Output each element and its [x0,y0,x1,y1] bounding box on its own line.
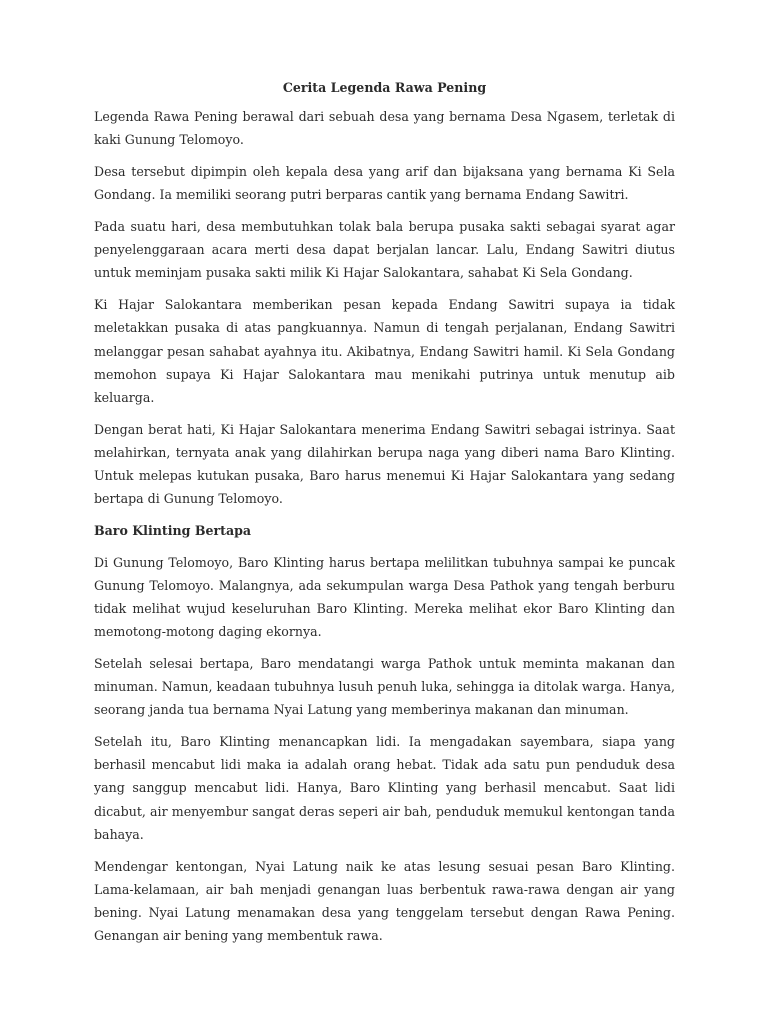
paragraph: Setelah itu, Baro Klinting menancapkan lidi. Ia mengadakan sayembara, siapa yang berhasil mencabut lidi maka ia adalah orang hebat. Tidak ada satu pun penduduk desa yang sanggup mencabut lidi. Hanya, Baro Klinting yang berhasil mencabut. Saat lidi dicabut, air menyembur sangat deras seperi air bah, penduduk memukul kentongan tanda bahaya. [94,734,675,842]
document-title: Cerita Legenda Rawa Pening [282,80,487,95]
paragraph: Desa tersebut dipimpin oleh kepala desa yang arif dan bijaksana yang bernama Ki Sela Gondang. Ia memiliki seorang putri berparas cantik yang bernama Endang Sawitri. [94,164,675,203]
paragraph: Ki Hajar Salokantara memberikan pesan kepada Endang Sawitri supaya ia tidak meletakkan pusaka di atas pangkuannya. Namun di tengah perjalanan, Endang Sawitri melanggar pesan sahabat ayahnya itu. Akibatnya, Endang Sawitri hamil. Ki Sela Gondang memohon supaya Ki Hajar Salokantara mau menikahi putrinya untuk menutup aib keluarga. [94,297,675,405]
paragraph: Setelah selesai bertapa, Baro mendatangi warga Pathok untuk meminta makanan dan minuman. Namun, keadaan tubuhnya lusuh penuh luka, sehingga ia ditolak warga. Hanya, seorang janda tua bernama Nyai Latung yang memberinya makanan dan minuman. [94,655,675,718]
paragraph: Dengan berat hati, Ki Hajar Salokantara menerima Endang Sawitri sebagai istrinya. Saat melahirkan, ternyata anak yang dilahirkan berupa naga yang diberi nama Baro Klinting. Untuk melepas kutukan pusaka, Baro harus menemui Ki Hajar Salokantara yang sedang bertapa di Gunung Telomoyo. [94,421,675,507]
paragraph: Legenda Rawa Pening berawal dari sebuah desa yang bernama Desa Ngasem, terletak di kaki Gunung Telomoyo. [94,109,675,148]
paragraph: Mendengar kentongan, Nyai Latung naik ke atas lesung sesuai pesan Baro Klinting. Lama-kelamaan, air bah menjadi genangan luas berbentuk rawa-rawa dengan air yang bening. Nyai Latung menamakan desa yang tenggelam tersebut dengan Rawa Pening. Genangan air bening yang membentuk rawa. [94,858,675,944]
paragraph: Di Gunung Telomoyo, Baro Klinting harus bertapa melilitkan tubuhnya sampai ke puncak Gunung Telomoyo. Malangnya, ada sekumpulan warga Desa Pathok yang tengah berburu tidak melihat wujud keseluruhan Baro Klinting. Mereka melihat ekor Baro Klinting dan memotong-motong daging ekornya. [94,554,675,640]
document-page [94,76,675,956]
paragraph: Pada suatu hari, desa membutuhkan tolak bala berupa pusaka sakti sebagai syarat agar penyelenggaraan acara merti desa dapat berjalan lancar. Lalu, Endang Sawitri diutus untuk meminjam pusaka sakti milik Ki Hajar Salokantara, sahabat Ki Sela Gondang. [94,219,675,281]
section-heading: Baro Klinting Bertapa [94,522,252,538]
